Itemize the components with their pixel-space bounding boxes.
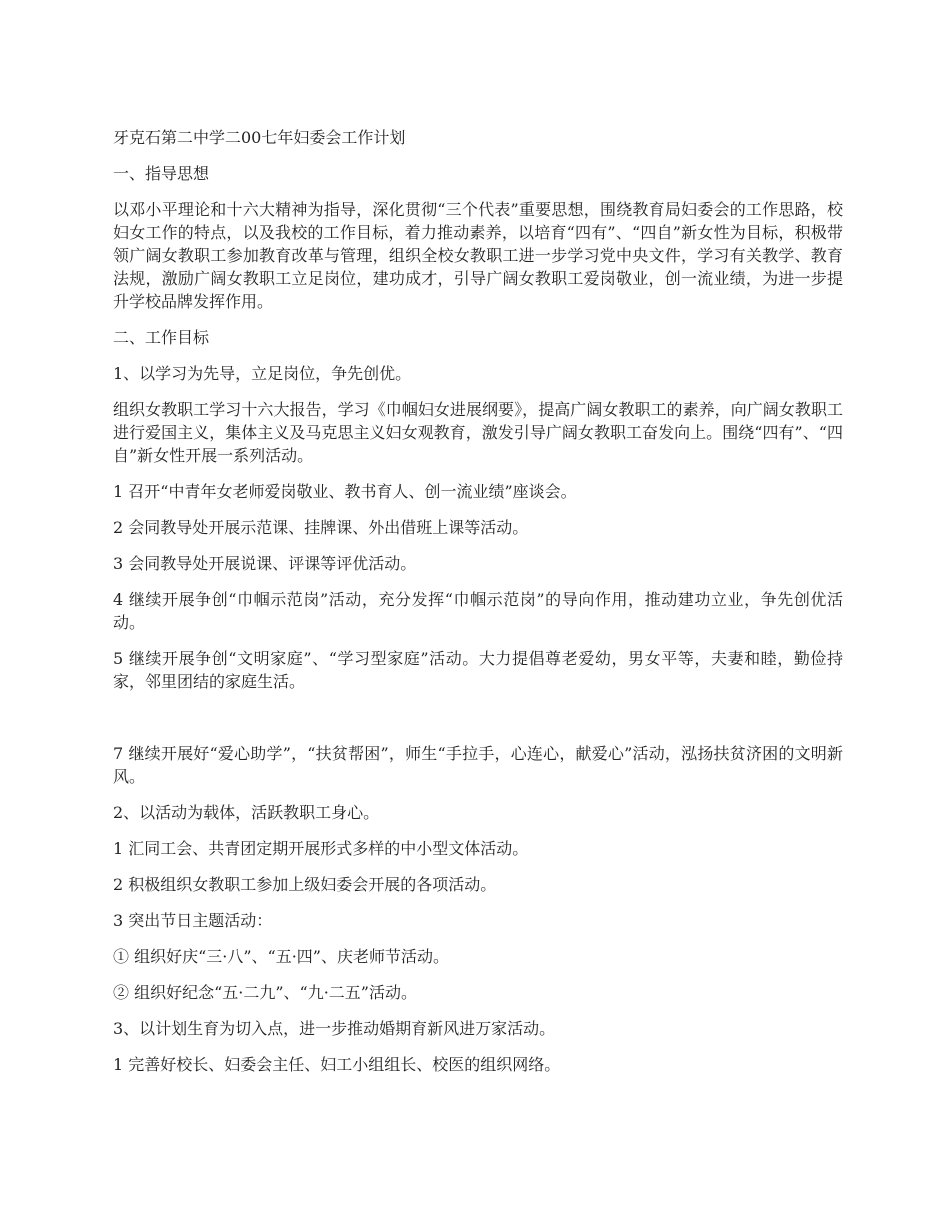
list-item: 3 突出节日主题活动：	[113, 911, 273, 930]
list-item: 4 继续开展争创“巾帼示范岗”活动，充分发挥“巾帼示范岗”的导向作用，推动建功立业，争先创优活动。	[113, 590, 843, 632]
document-title: 牙克石第二中学二00七年妇委会工作计划	[113, 128, 406, 147]
section-heading-work-goals: 二、工作目标	[113, 328, 210, 347]
list-item: 1 召开“中青年女老师爱岗敬业、教书育人、创一流业绩”座谈会。	[113, 482, 577, 501]
list-item: ② 组织好纪念“五·二九”、“九·二五”活动。	[113, 983, 417, 1002]
list-item: 1 汇同工会、共青团定期开展形式多样的中小型文体活动。	[113, 839, 529, 858]
paragraph-guiding-ideology: 以邓小平理论和十六大精神为指导，深化贯彻“三个代表”重要思想，围绕教育局妇委会的工作思路，校妇女工作的特点，以及我校的工作目标，着力推动素养，以培育“四有”、“四自”新女性为目标，积极带领广阔女教职工参加教育改革与管理，组织全校女教职工进一步学习党中央文件，学习有关教学、教育法规，激励广阔女教职工立足岗位，建功成才，引导广阔女教职工爱岗敬业，创一流业绩，为进一步提升学校品牌发挥作用。	[113, 200, 843, 311]
subheading-study-first: 1、以学习为先导，立足岗位，争先创优。	[113, 364, 412, 383]
blank-gap	[113, 706, 843, 742]
list-item: 2 积极组织女教职工参加上级妇委会开展的各项活动。	[113, 875, 497, 894]
subheading-family-planning: 3、以计划生育为切入点，进一步推动婚期育新风进万家活动。	[113, 1019, 556, 1038]
list-item: ① 组织好庆“三·八”、“五·四”、庆老师节活动。	[113, 947, 449, 966]
paragraph-study: 组织女教职工学习十六大报告，学习《巾帼妇女进展纲要》，提高广阔女教职工的素养，向广阔女教职工进行爱国主义，集体主义及马克思主义妇女观教育，激发引导广阔女教职工奋发向上。围绕“四有”、“四自”新女性开展一系列活动。	[113, 400, 843, 465]
list-item: 7 继续开展好“爱心助学”，“扶贫帮困”，师生“手拉手，心连心，献爱心”活动，泓扬扶贫济困的文明新风。	[113, 744, 843, 786]
subheading-activities: 2、以活动为载体，活跃教职工身心。	[113, 803, 380, 822]
list-item: 1 完善好校长、妇委会主任、妇工小组组长、校医的组织网络。	[113, 1055, 561, 1074]
list-item: 2 会同教导处开展示范课、挂牌课、外出借班上课等活动。	[113, 518, 529, 537]
list-item: 3 会同教导处开展说课、评课等评优活动。	[113, 554, 417, 573]
document-body	[113, 126, 843, 1089]
list-item: 5 继续开展争创“文明家庭”、“学习型家庭”活动。大力提倡尊老爱幼，男女平等，夫妻和睦，勤俭持家，邻里团结的家庭生活。	[113, 649, 843, 691]
section-heading-guiding-ideology: 一、指导思想	[113, 164, 210, 183]
